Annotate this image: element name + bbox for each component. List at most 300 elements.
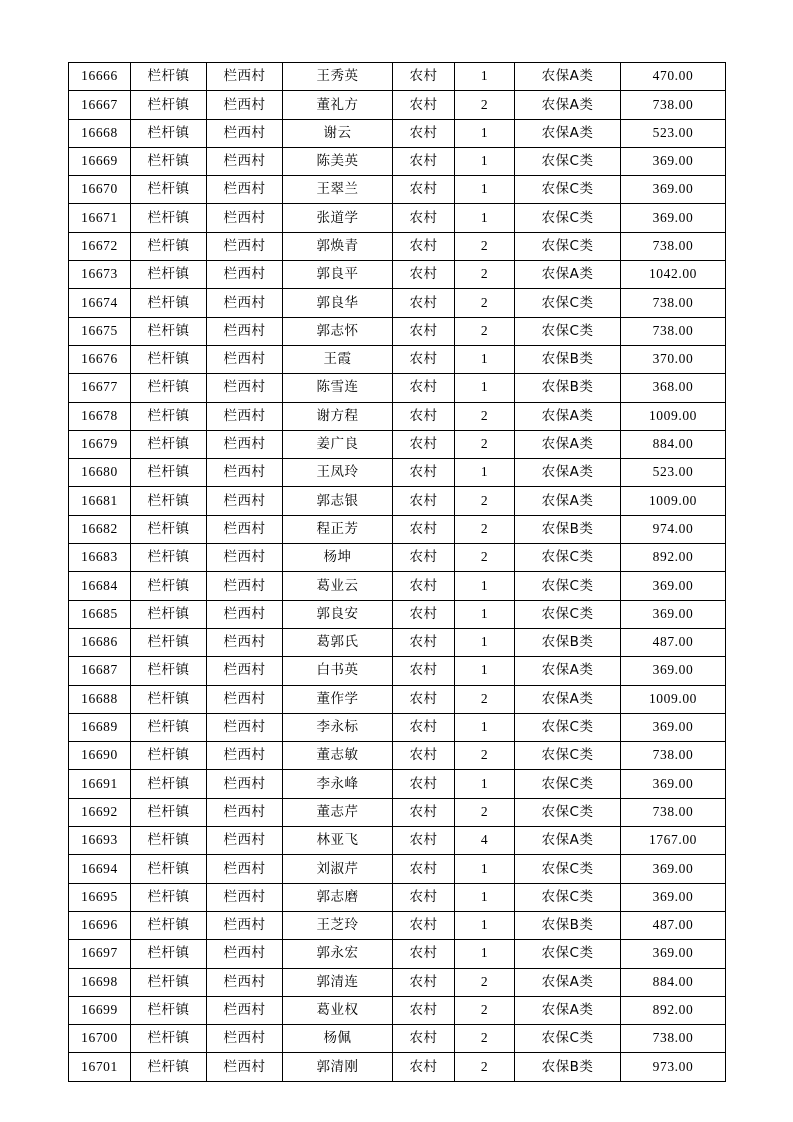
cell-household-type: 农村 bbox=[393, 232, 455, 260]
cell-id: 16691 bbox=[69, 770, 131, 798]
cell-name: 郭志银 bbox=[283, 487, 393, 515]
cell-name: 葛郭氏 bbox=[283, 628, 393, 656]
cell-town: 栏杆镇 bbox=[131, 572, 207, 600]
cell-insurance-category: 农保A类 bbox=[515, 430, 621, 458]
cell-village: 栏西村 bbox=[207, 63, 283, 91]
cell-household-type: 农村 bbox=[393, 430, 455, 458]
cell-count: 1 bbox=[455, 600, 515, 628]
cell-town: 栏杆镇 bbox=[131, 1025, 207, 1053]
cell-id: 16669 bbox=[69, 147, 131, 175]
cell-amount: 370.00 bbox=[621, 345, 726, 373]
cell-name: 董志敏 bbox=[283, 742, 393, 770]
cell-name: 杨坤 bbox=[283, 544, 393, 572]
cell-id: 16690 bbox=[69, 742, 131, 770]
cell-name: 王凤玲 bbox=[283, 459, 393, 487]
cell-insurance-category: 农保A类 bbox=[515, 63, 621, 91]
table-row bbox=[69, 232, 726, 260]
cell-count: 2 bbox=[455, 685, 515, 713]
cell-count: 1 bbox=[455, 572, 515, 600]
cell-count: 2 bbox=[455, 91, 515, 119]
table-row bbox=[69, 261, 726, 289]
cell-amount: 738.00 bbox=[621, 317, 726, 345]
cell-household-type: 农村 bbox=[393, 798, 455, 826]
cell-id: 16673 bbox=[69, 261, 131, 289]
cell-id: 16683 bbox=[69, 544, 131, 572]
cell-town: 栏杆镇 bbox=[131, 515, 207, 543]
cell-insurance-category: 农保C类 bbox=[515, 317, 621, 345]
cell-household-type: 农村 bbox=[393, 685, 455, 713]
cell-amount: 1009.00 bbox=[621, 685, 726, 713]
cell-household-type: 农村 bbox=[393, 402, 455, 430]
cell-id: 16687 bbox=[69, 657, 131, 685]
cell-household-type: 农村 bbox=[393, 1025, 455, 1053]
table-row bbox=[69, 572, 726, 600]
cell-village: 栏西村 bbox=[207, 827, 283, 855]
cell-village: 栏西村 bbox=[207, 628, 283, 656]
cell-insurance-category: 农保C类 bbox=[515, 742, 621, 770]
cell-id: 16692 bbox=[69, 798, 131, 826]
cell-town: 栏杆镇 bbox=[131, 204, 207, 232]
cell-name: 林亚飞 bbox=[283, 827, 393, 855]
table-row bbox=[69, 374, 726, 402]
cell-count: 2 bbox=[455, 544, 515, 572]
cell-amount: 369.00 bbox=[621, 940, 726, 968]
cell-count: 2 bbox=[455, 798, 515, 826]
cell-name: 刘淑芹 bbox=[283, 855, 393, 883]
cell-insurance-category: 农保C类 bbox=[515, 770, 621, 798]
cell-count: 2 bbox=[455, 402, 515, 430]
cell-id: 16680 bbox=[69, 459, 131, 487]
cell-town: 栏杆镇 bbox=[131, 402, 207, 430]
cell-household-type: 农村 bbox=[393, 289, 455, 317]
table-row bbox=[69, 515, 726, 543]
cell-household-type: 农村 bbox=[393, 147, 455, 175]
cell-household-type: 农村 bbox=[393, 628, 455, 656]
cell-household-type: 农村 bbox=[393, 487, 455, 515]
cell-amount: 369.00 bbox=[621, 147, 726, 175]
table-row bbox=[69, 685, 726, 713]
cell-insurance-category: 农保A类 bbox=[515, 119, 621, 147]
cell-town: 栏杆镇 bbox=[131, 289, 207, 317]
cell-amount: 369.00 bbox=[621, 204, 726, 232]
cell-name: 郭清刚 bbox=[283, 1053, 393, 1081]
table-row bbox=[69, 742, 726, 770]
cell-insurance-category: 农保B类 bbox=[515, 628, 621, 656]
cell-amount: 973.00 bbox=[621, 1053, 726, 1081]
cell-village: 栏西村 bbox=[207, 996, 283, 1024]
cell-id: 16672 bbox=[69, 232, 131, 260]
cell-count: 2 bbox=[455, 430, 515, 458]
cell-name: 陈雪连 bbox=[283, 374, 393, 402]
cell-town: 栏杆镇 bbox=[131, 91, 207, 119]
cell-town: 栏杆镇 bbox=[131, 996, 207, 1024]
cell-town: 栏杆镇 bbox=[131, 487, 207, 515]
cell-amount: 1009.00 bbox=[621, 487, 726, 515]
cell-town: 栏杆镇 bbox=[131, 827, 207, 855]
cell-amount: 369.00 bbox=[621, 572, 726, 600]
cell-count: 1 bbox=[455, 345, 515, 373]
cell-name: 张道学 bbox=[283, 204, 393, 232]
cell-id: 16675 bbox=[69, 317, 131, 345]
cell-name: 李永峰 bbox=[283, 770, 393, 798]
cell-count: 1 bbox=[455, 911, 515, 939]
cell-insurance-category: 农保A类 bbox=[515, 261, 621, 289]
table-row bbox=[69, 996, 726, 1024]
cell-town: 栏杆镇 bbox=[131, 911, 207, 939]
cell-count: 1 bbox=[455, 63, 515, 91]
table-row bbox=[69, 487, 726, 515]
cell-insurance-category: 农保C类 bbox=[515, 544, 621, 572]
cell-id: 16693 bbox=[69, 827, 131, 855]
cell-amount: 974.00 bbox=[621, 515, 726, 543]
cell-id: 16695 bbox=[69, 883, 131, 911]
cell-id: 16685 bbox=[69, 600, 131, 628]
cell-town: 栏杆镇 bbox=[131, 600, 207, 628]
cell-village: 栏西村 bbox=[207, 430, 283, 458]
cell-count: 1 bbox=[455, 855, 515, 883]
cell-insurance-category: 农保A类 bbox=[515, 827, 621, 855]
subsidy-table bbox=[68, 62, 726, 1082]
cell-id: 16671 bbox=[69, 204, 131, 232]
cell-name: 白书英 bbox=[283, 657, 393, 685]
cell-town: 栏杆镇 bbox=[131, 147, 207, 175]
table-row bbox=[69, 63, 726, 91]
cell-household-type: 农村 bbox=[393, 911, 455, 939]
cell-name: 郭志怀 bbox=[283, 317, 393, 345]
cell-household-type: 农村 bbox=[393, 544, 455, 572]
cell-count: 1 bbox=[455, 459, 515, 487]
cell-amount: 738.00 bbox=[621, 742, 726, 770]
cell-count: 1 bbox=[455, 628, 515, 656]
cell-amount: 523.00 bbox=[621, 119, 726, 147]
cell-town: 栏杆镇 bbox=[131, 430, 207, 458]
cell-village: 栏西村 bbox=[207, 855, 283, 883]
cell-count: 1 bbox=[455, 770, 515, 798]
cell-count: 4 bbox=[455, 827, 515, 855]
cell-household-type: 农村 bbox=[393, 204, 455, 232]
cell-village: 栏西村 bbox=[207, 487, 283, 515]
cell-insurance-category: 农保C类 bbox=[515, 1025, 621, 1053]
cell-amount: 738.00 bbox=[621, 289, 726, 317]
cell-village: 栏西村 bbox=[207, 345, 283, 373]
cell-town: 栏杆镇 bbox=[131, 1053, 207, 1081]
table-row bbox=[69, 345, 726, 373]
cell-amount: 1042.00 bbox=[621, 261, 726, 289]
cell-count: 2 bbox=[455, 1025, 515, 1053]
cell-insurance-category: 农保C类 bbox=[515, 713, 621, 741]
table-row bbox=[69, 91, 726, 119]
cell-village: 栏西村 bbox=[207, 572, 283, 600]
cell-id: 16674 bbox=[69, 289, 131, 317]
cell-household-type: 农村 bbox=[393, 940, 455, 968]
cell-name: 郭良平 bbox=[283, 261, 393, 289]
cell-town: 栏杆镇 bbox=[131, 657, 207, 685]
table-row bbox=[69, 911, 726, 939]
table-row bbox=[69, 317, 726, 345]
cell-name: 陈美英 bbox=[283, 147, 393, 175]
cell-insurance-category: 农保A类 bbox=[515, 459, 621, 487]
cell-id: 16689 bbox=[69, 713, 131, 741]
cell-id: 16679 bbox=[69, 430, 131, 458]
cell-household-type: 农村 bbox=[393, 855, 455, 883]
cell-id: 16701 bbox=[69, 1053, 131, 1081]
cell-village: 栏西村 bbox=[207, 940, 283, 968]
cell-village: 栏西村 bbox=[207, 685, 283, 713]
table-row bbox=[69, 147, 726, 175]
cell-household-type: 农村 bbox=[393, 374, 455, 402]
cell-insurance-category: 农保A类 bbox=[515, 968, 621, 996]
cell-insurance-category: 农保A类 bbox=[515, 996, 621, 1024]
table-row bbox=[69, 770, 726, 798]
cell-amount: 1009.00 bbox=[621, 402, 726, 430]
cell-insurance-category: 农保A类 bbox=[515, 91, 621, 119]
cell-household-type: 农村 bbox=[393, 572, 455, 600]
cell-count: 2 bbox=[455, 487, 515, 515]
cell-count: 2 bbox=[455, 742, 515, 770]
cell-town: 栏杆镇 bbox=[131, 63, 207, 91]
cell-village: 栏西村 bbox=[207, 515, 283, 543]
cell-id: 16676 bbox=[69, 345, 131, 373]
cell-name: 郭焕青 bbox=[283, 232, 393, 260]
cell-id: 16688 bbox=[69, 685, 131, 713]
cell-id: 16668 bbox=[69, 119, 131, 147]
cell-name: 程正芳 bbox=[283, 515, 393, 543]
cell-id: 16699 bbox=[69, 996, 131, 1024]
cell-amount: 368.00 bbox=[621, 374, 726, 402]
cell-village: 栏西村 bbox=[207, 147, 283, 175]
cell-count: 1 bbox=[455, 374, 515, 402]
cell-household-type: 农村 bbox=[393, 742, 455, 770]
cell-town: 栏杆镇 bbox=[131, 968, 207, 996]
cell-household-type: 农村 bbox=[393, 968, 455, 996]
cell-village: 栏西村 bbox=[207, 402, 283, 430]
table-row bbox=[69, 600, 726, 628]
cell-insurance-category: 农保B类 bbox=[515, 1053, 621, 1081]
cell-amount: 738.00 bbox=[621, 1025, 726, 1053]
cell-id: 16698 bbox=[69, 968, 131, 996]
cell-name: 葛业权 bbox=[283, 996, 393, 1024]
cell-id: 16666 bbox=[69, 63, 131, 91]
table-row bbox=[69, 827, 726, 855]
cell-village: 栏西村 bbox=[207, 374, 283, 402]
cell-household-type: 农村 bbox=[393, 657, 455, 685]
cell-id: 16681 bbox=[69, 487, 131, 515]
cell-household-type: 农村 bbox=[393, 176, 455, 204]
cell-household-type: 农村 bbox=[393, 713, 455, 741]
cell-name: 王霞 bbox=[283, 345, 393, 373]
cell-town: 栏杆镇 bbox=[131, 232, 207, 260]
cell-name: 谢云 bbox=[283, 119, 393, 147]
cell-name: 谢方程 bbox=[283, 402, 393, 430]
cell-town: 栏杆镇 bbox=[131, 770, 207, 798]
cell-insurance-category: 农保C类 bbox=[515, 204, 621, 232]
cell-town: 栏杆镇 bbox=[131, 345, 207, 373]
cell-village: 栏西村 bbox=[207, 742, 283, 770]
cell-village: 栏西村 bbox=[207, 119, 283, 147]
cell-name: 王翠兰 bbox=[283, 176, 393, 204]
cell-town: 栏杆镇 bbox=[131, 176, 207, 204]
cell-household-type: 农村 bbox=[393, 317, 455, 345]
cell-name: 郭良华 bbox=[283, 289, 393, 317]
cell-household-type: 农村 bbox=[393, 459, 455, 487]
cell-amount: 884.00 bbox=[621, 968, 726, 996]
cell-village: 栏西村 bbox=[207, 883, 283, 911]
cell-insurance-category: 农保C类 bbox=[515, 572, 621, 600]
table-row bbox=[69, 544, 726, 572]
cell-id: 16670 bbox=[69, 176, 131, 204]
cell-amount: 738.00 bbox=[621, 798, 726, 826]
cell-amount: 884.00 bbox=[621, 430, 726, 458]
cell-household-type: 农村 bbox=[393, 600, 455, 628]
cell-count: 2 bbox=[455, 1053, 515, 1081]
cell-village: 栏西村 bbox=[207, 232, 283, 260]
cell-town: 栏杆镇 bbox=[131, 317, 207, 345]
cell-village: 栏西村 bbox=[207, 968, 283, 996]
table-row bbox=[69, 430, 726, 458]
cell-village: 栏西村 bbox=[207, 261, 283, 289]
cell-name: 杨佩 bbox=[283, 1025, 393, 1053]
cell-insurance-category: 农保B类 bbox=[515, 345, 621, 373]
cell-insurance-category: 农保C类 bbox=[515, 855, 621, 883]
cell-insurance-category: 农保B类 bbox=[515, 515, 621, 543]
cell-village: 栏西村 bbox=[207, 1025, 283, 1053]
cell-amount: 369.00 bbox=[621, 600, 726, 628]
cell-amount: 523.00 bbox=[621, 459, 726, 487]
cell-amount: 1767.00 bbox=[621, 827, 726, 855]
cell-household-type: 农村 bbox=[393, 827, 455, 855]
table-body bbox=[69, 63, 726, 1082]
table-row bbox=[69, 1053, 726, 1081]
cell-village: 栏西村 bbox=[207, 317, 283, 345]
cell-household-type: 农村 bbox=[393, 119, 455, 147]
cell-amount: 892.00 bbox=[621, 544, 726, 572]
cell-count: 1 bbox=[455, 940, 515, 968]
table-row bbox=[69, 1025, 726, 1053]
cell-household-type: 农村 bbox=[393, 996, 455, 1024]
cell-household-type: 农村 bbox=[393, 1053, 455, 1081]
cell-household-type: 农村 bbox=[393, 261, 455, 289]
cell-town: 栏杆镇 bbox=[131, 544, 207, 572]
table-row bbox=[69, 459, 726, 487]
cell-village: 栏西村 bbox=[207, 176, 283, 204]
cell-town: 栏杆镇 bbox=[131, 798, 207, 826]
cell-amount: 369.00 bbox=[621, 770, 726, 798]
table-row bbox=[69, 968, 726, 996]
cell-town: 栏杆镇 bbox=[131, 855, 207, 883]
cell-household-type: 农村 bbox=[393, 345, 455, 373]
cell-household-type: 农村 bbox=[393, 515, 455, 543]
cell-id: 16694 bbox=[69, 855, 131, 883]
cell-town: 栏杆镇 bbox=[131, 628, 207, 656]
cell-count: 2 bbox=[455, 317, 515, 345]
cell-town: 栏杆镇 bbox=[131, 940, 207, 968]
cell-household-type: 农村 bbox=[393, 63, 455, 91]
cell-name: 葛业云 bbox=[283, 572, 393, 600]
cell-name: 姜广良 bbox=[283, 430, 393, 458]
cell-town: 栏杆镇 bbox=[131, 261, 207, 289]
cell-amount: 470.00 bbox=[621, 63, 726, 91]
cell-town: 栏杆镇 bbox=[131, 685, 207, 713]
cell-insurance-category: 农保A类 bbox=[515, 657, 621, 685]
cell-id: 16667 bbox=[69, 91, 131, 119]
cell-amount: 738.00 bbox=[621, 91, 726, 119]
cell-name: 郭良安 bbox=[283, 600, 393, 628]
cell-town: 栏杆镇 bbox=[131, 374, 207, 402]
cell-id: 16686 bbox=[69, 628, 131, 656]
cell-amount: 738.00 bbox=[621, 232, 726, 260]
cell-village: 栏西村 bbox=[207, 713, 283, 741]
cell-id: 16700 bbox=[69, 1025, 131, 1053]
table-row bbox=[69, 855, 726, 883]
cell-count: 2 bbox=[455, 232, 515, 260]
table-row bbox=[69, 119, 726, 147]
cell-count: 1 bbox=[455, 119, 515, 147]
cell-insurance-category: 农保C类 bbox=[515, 176, 621, 204]
cell-village: 栏西村 bbox=[207, 204, 283, 232]
cell-insurance-category: 农保C类 bbox=[515, 798, 621, 826]
cell-village: 栏西村 bbox=[207, 657, 283, 685]
cell-insurance-category: 农保C类 bbox=[515, 289, 621, 317]
cell-count: 2 bbox=[455, 515, 515, 543]
cell-insurance-category: 农保A类 bbox=[515, 402, 621, 430]
cell-insurance-category: 农保C类 bbox=[515, 600, 621, 628]
cell-amount: 369.00 bbox=[621, 855, 726, 883]
cell-amount: 487.00 bbox=[621, 628, 726, 656]
cell-amount: 369.00 bbox=[621, 657, 726, 685]
cell-id: 16682 bbox=[69, 515, 131, 543]
cell-village: 栏西村 bbox=[207, 770, 283, 798]
cell-village: 栏西村 bbox=[207, 544, 283, 572]
cell-village: 栏西村 bbox=[207, 91, 283, 119]
cell-count: 2 bbox=[455, 289, 515, 317]
table-row bbox=[69, 628, 726, 656]
cell-count: 2 bbox=[455, 996, 515, 1024]
cell-amount: 369.00 bbox=[621, 883, 726, 911]
cell-household-type: 农村 bbox=[393, 91, 455, 119]
cell-amount: 369.00 bbox=[621, 713, 726, 741]
cell-name: 董志芹 bbox=[283, 798, 393, 826]
cell-insurance-category: 农保A类 bbox=[515, 487, 621, 515]
cell-household-type: 农村 bbox=[393, 770, 455, 798]
cell-name: 李永标 bbox=[283, 713, 393, 741]
cell-village: 栏西村 bbox=[207, 459, 283, 487]
cell-insurance-category: 农保C类 bbox=[515, 940, 621, 968]
cell-count: 1 bbox=[455, 883, 515, 911]
cell-name: 郭永宏 bbox=[283, 940, 393, 968]
cell-name: 郭清连 bbox=[283, 968, 393, 996]
cell-count: 1 bbox=[455, 657, 515, 685]
table-row bbox=[69, 176, 726, 204]
cell-town: 栏杆镇 bbox=[131, 742, 207, 770]
cell-amount: 369.00 bbox=[621, 176, 726, 204]
cell-household-type: 农村 bbox=[393, 883, 455, 911]
cell-town: 栏杆镇 bbox=[131, 713, 207, 741]
cell-insurance-category: 农保C类 bbox=[515, 147, 621, 175]
table-row bbox=[69, 289, 726, 317]
cell-village: 栏西村 bbox=[207, 600, 283, 628]
cell-amount: 487.00 bbox=[621, 911, 726, 939]
cell-id: 16696 bbox=[69, 911, 131, 939]
cell-insurance-category: 农保B类 bbox=[515, 374, 621, 402]
cell-count: 2 bbox=[455, 261, 515, 289]
cell-name: 王秀英 bbox=[283, 63, 393, 91]
cell-town: 栏杆镇 bbox=[131, 119, 207, 147]
cell-insurance-category: 农保B类 bbox=[515, 911, 621, 939]
cell-town: 栏杆镇 bbox=[131, 883, 207, 911]
cell-amount: 892.00 bbox=[621, 996, 726, 1024]
cell-id: 16678 bbox=[69, 402, 131, 430]
cell-town: 栏杆镇 bbox=[131, 459, 207, 487]
